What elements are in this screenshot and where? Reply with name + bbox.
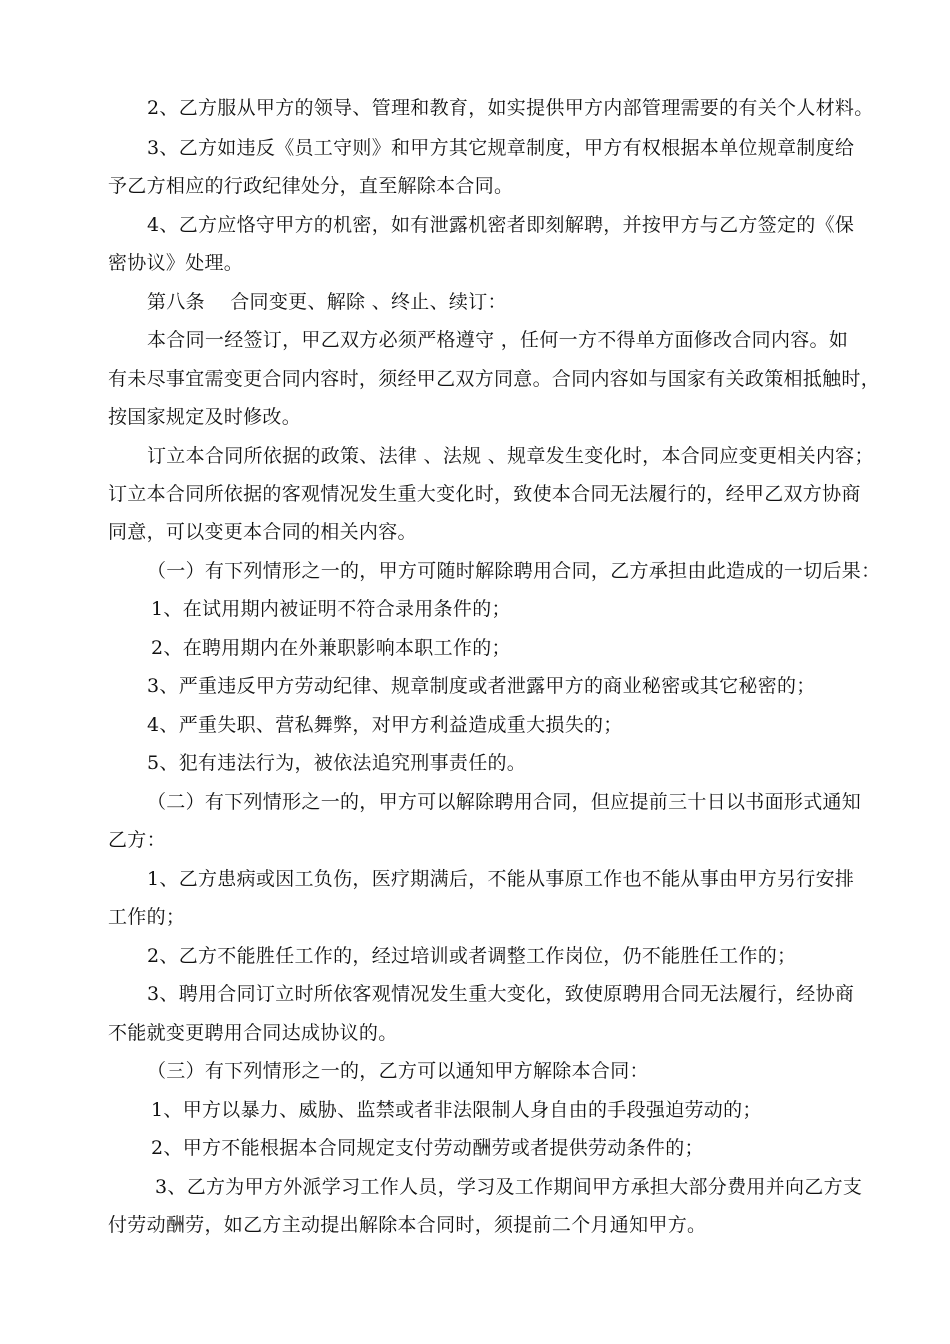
section-1-item-4: 4、严重失职、营私舞弊，对甲方利益造成重大损失的； xyxy=(147,714,623,736)
article-8-para-1-line-1: 本合同一经签订，甲乙双方必须严格遵守 ，任何一方不得单方面修改合同内容。如 xyxy=(147,329,849,351)
section-3-item-3-line-1: 3、乙方为甲方外派学习工作人员，学习及工作期间甲方承担大部分费用并向乙方支 xyxy=(155,1176,863,1198)
section-3-item-2: 2、甲方不能根据本合同规定支付劳动酬劳或者提供劳动条件的； xyxy=(151,1137,704,1159)
section-2-item-1-line-2: 工作的； xyxy=(108,906,186,928)
section-1-item-1: 1、在试用期内被证明不符合录用条件的； xyxy=(151,598,511,620)
article-8-para-2-line-3: 同意，可以变更本合同的相关内容。 xyxy=(108,521,417,543)
section-2-heading-line-1: （二）有下列情形之一的，甲方可以解除聘用合同，但应提前三十日以书面形式通知 xyxy=(147,791,862,813)
section-3-item-3-line-2: 付劳动酬劳，如乙方主动提出解除本合同时，须提前二个月通知甲方。 xyxy=(108,1214,707,1236)
clause-7-item-2: 2、乙方服从甲方的领导、管理和教育，如实提供甲方内部管理需要的有关个人材料。 xyxy=(147,97,874,119)
section-2-item-2: 2、乙方不能胜任工作的，经过培训或者调整工作岗位，仍不能胜任工作的； xyxy=(147,945,797,967)
article-8-para-1-line-2: 有未尽事宜需变更合同内容时，须经甲乙双方同意。合同内容如与国家有关政策相抵触时， xyxy=(108,368,881,390)
section-2-item-1-line-1: 1、乙方患病或因工负伤，医疗期满后，不能从事原工作也不能从事由甲方另行安排 xyxy=(147,868,855,890)
clause-7-item-3-line-1: 3、乙方如违反《员工守则》和甲方其它规章制度，甲方有权根据本单位规章制度给 xyxy=(147,137,855,159)
section-1-item-5: 5、犯有违法行为，被依法追究刑事责任的。 xyxy=(147,752,527,774)
section-3-heading: （三）有下列情形之一的，乙方可以通知甲方解除本合同： xyxy=(147,1060,649,1082)
clause-7-item-4-line-2: 密协议》处理。 xyxy=(108,252,244,274)
section-1-item-2: 2、在聘用期内在外兼职影响本职工作的； xyxy=(151,637,511,659)
section-2-item-3-line-2: 不能就变更聘用合同达成协议的。 xyxy=(108,1022,398,1044)
article-8-para-2-line-2: 订立本合同所依据的客观情况发生重大变化时，致使本合同无法履行的，经甲乙双方协商 xyxy=(108,483,861,505)
article-8-para-2-line-1: 订立本合同所依据的政策、法律 、法规 、规章发生变化时，本合同应变更相关内容； xyxy=(147,445,874,467)
section-1-heading: （一）有下列情形之一的，甲方可随时解除聘用合同，乙方承担由此造成的一切后果： xyxy=(147,560,881,582)
article-8-heading: 第八条 合同变更、解除 、终止、续订： xyxy=(147,291,507,313)
article-8-para-1-line-3: 按国家规定及时修改。 xyxy=(108,406,302,428)
section-1-item-3: 3、严重违反甲方劳动纪律、规章制度或者泄露甲方的商业秘密或其它秘密的； xyxy=(147,675,816,697)
clause-7-item-4-line-1: 4、乙方应恪守甲方的机密，如有泄露机密者即刻解聘，并按甲方与乙方签定的《保 xyxy=(147,214,855,236)
section-3-item-1: 1、甲方以暴力、威胁、监禁或者非法限制人身自由的手段强迫劳动的； xyxy=(151,1099,762,1121)
section-2-item-3-line-1: 3、聘用合同订立时所依客观情况发生重大变化，致使原聘用合同无法履行，经协商 xyxy=(147,983,855,1005)
section-2-heading-line-2: 乙方： xyxy=(108,829,166,851)
clause-7-item-3-line-2: 予乙方相应的行政纪律处分，直至解除本合同。 xyxy=(108,175,514,197)
